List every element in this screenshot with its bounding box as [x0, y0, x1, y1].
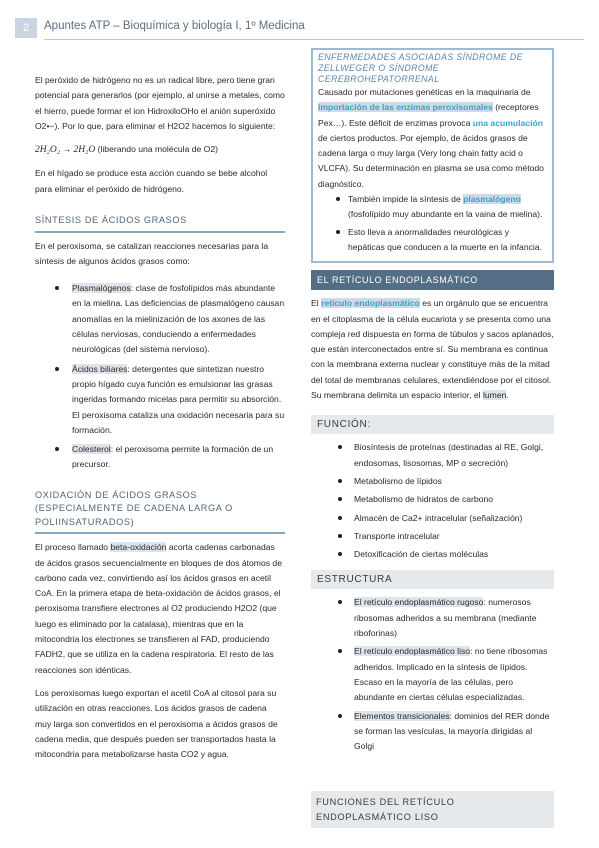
- oxidacion-heading: OXIDACIÓN DE ÁCIDOS GRASOS (ESPECIALMENTE DE CADENA LARGA O POLIINSATURADOS): [35, 489, 285, 535]
- item-text: : clase de fosfolípidos más abundante en la mielina. Las deficiencias de plasmalógeno causan anomalías en la mielinización de los axones de las células nerviosas, conduciendo a enfermedades neurológicas (del sistema nervioso).: [72, 283, 285, 355]
- list-item: Biosíntesis de proteínas (destinadas al RE, Golgi, endosomas, lisosomas, MP o secreción): [311, 440, 554, 471]
- liver-paragraph: En el hígado se produce esta acción cuando se bebe alcohol para eliminar el peróxido de hidrógeno.: [35, 168, 268, 194]
- equation-arrow: →: [62, 144, 72, 155]
- box-paragraph: [318, 85, 547, 192]
- term-highlight: El retículo endoplasmático rugoso: [354, 597, 484, 608]
- re-heading: EL RETÍCULO ENDOPLASMÁTICO: [311, 270, 554, 290]
- text-run: .: [506, 390, 509, 401]
- equation-lhs: 2H₂O₂: [35, 145, 61, 156]
- item-text: : detergentes que sintetizan nuestro propio hígado cuya función es emulsionar las grasas ingeridas formando micelas para permitir su absorción. El peroxisoma cataliza una oxidación necesaria para su formación.: [72, 363, 285, 435]
- list-item: [311, 709, 554, 755]
- sintesis-paragraph: En el peroxisoma, se catalizan reacciones necesarias para la síntesis de algunos ácidos grasos como:: [35, 240, 269, 266]
- oxidacion-paragraph: [35, 540, 285, 678]
- item-text: : numerosos ribosomas adheridos a su membrana (mediante riboforinas): [354, 597, 537, 639]
- page-number: 2: [15, 18, 37, 38]
- item-text: : no tiene ribosomas adheridos. Implicado en la síntesis de lípidos. Escaso en la mayoría de las células, pero abundante en ciertas células especializadas.: [354, 646, 548, 703]
- list-item: [35, 442, 285, 473]
- equation-note: (liberando una molécula de O2): [97, 144, 219, 155]
- term-highlight: El retículo endoplasmático liso: [354, 646, 471, 657]
- text-run: El: [311, 298, 322, 309]
- term-highlight: plasmalógeno: [463, 194, 521, 205]
- term-highlight: una acumulación: [472, 117, 543, 128]
- zellweger-box: [311, 48, 554, 263]
- funcion-heading: FUNCIÓN:: [311, 415, 554, 434]
- term-highlight: importación de las enzimas peroxisomales: [318, 102, 493, 113]
- list-item: [311, 644, 554, 705]
- right-column: [311, 48, 554, 834]
- list-item: Transporte intracelular: [311, 529, 554, 544]
- term-highlight: Plasmalógenos: [72, 283, 131, 294]
- list-item: Almacén de Ca2+ intracelular (señalización): [311, 511, 554, 526]
- text-run: También impide la síntesis de: [348, 194, 464, 205]
- item-text: : dominios del RER donde se forman las vesículas, la mayoría dirigidas al Golgi: [354, 710, 550, 752]
- term-highlight: beta-oxidación: [110, 542, 167, 553]
- list-item: [318, 192, 547, 223]
- item-text: : el peroxisoma permite la formación de un precursor.: [72, 444, 274, 470]
- term-highlight: Ácidos biliares: [72, 363, 128, 374]
- header-divider: [44, 39, 584, 40]
- text-run: El proceso llamado: [35, 542, 111, 553]
- equation-rhs: 2H₂O: [73, 145, 96, 156]
- equation: [35, 142, 285, 158]
- text-run: (receptores Pex…). Este déficit de enzimas provoca: [318, 102, 539, 128]
- text-run: es un orgánulo que se encuentra en el citoplasma de la célula eucariota y se presenta como una compleja red dispuesta en forma de túbulos y sacos aplanados, que están interconectados entre sí. Su membrana es continua con la membrana externa nuclear y constituye más de la mitad del total de membranas celulares, extendiéndose por el citosol. Su membrana delimita un espacio interior, el: [311, 298, 554, 401]
- list-item: [35, 362, 285, 438]
- list-item: Metabolismo de hidratos de carbono: [311, 492, 554, 507]
- text-run: Esto lleva a anormalidades neurológicas y hepáticas que conducen a la muerte en la infancia.: [348, 226, 542, 252]
- funcion-list: [311, 440, 554, 562]
- intro-paragraph: El peróxido de hidrógeno no es un radical libre, pero tiene gran potencial para generarlos (por ejemplo, al unirse a metales, como el hierro, puede formar el ion HidroxiloOHo el anión superóxido O2•−). Por lo que, para eliminar el H2O2 hacemos lo siguiente:: [35, 75, 285, 131]
- page-header: [0, 0, 599, 48]
- list-item: [311, 595, 554, 641]
- re-paragraph: [311, 296, 554, 403]
- sintesis-list: [35, 281, 285, 473]
- list-item: Metabolismo de lípidos: [311, 474, 554, 489]
- text-run: Causado por mutaciones genéticas en la maquinaria de: [318, 87, 531, 97]
- term-highlight: Colesterol: [72, 444, 111, 455]
- list-item: [35, 281, 285, 357]
- peroxisome-export-paragraph: Los peroxisomas luego exportan el acetil CoA al citosol para su utilización en otras reacciones. Los ácidos grasos de cadena muy larga son convertidos en el peroxisoma a ácidos grasos de cadena media, que después pueden ser transportados hasta la mitocondria para metabolizarse hasta CO2 y agua.: [35, 687, 278, 760]
- text-run: de ciertos productos. Por ejemplo, de ácidos grasos de cadena larga o muy larga (Very long chain fatty acid o VLCFA). Su determinación en plasma se usa como método diagnóstico.: [318, 132, 544, 189]
- list-item: [318, 225, 547, 256]
- left-column: [35, 48, 285, 762]
- term-highlight: retículo endoplasmático: [321, 298, 420, 309]
- term-highlight: Elementos transicionales: [354, 710, 450, 721]
- text-run: (fosfolípido muy abundante en la vaina de mielina).: [348, 209, 543, 220]
- box-list: [318, 192, 547, 255]
- estructura-list: [311, 595, 554, 754]
- list-item: Detoxificación de ciertas moléculas: [311, 547, 554, 562]
- funciones-rel-heading: FUNCIONES DEL RETÍCULO ENDOPLASMÁTICO LISO: [311, 791, 554, 828]
- document-title: Apuntes ATP – Bioquímica y biología I, 1º Medicina: [44, 20, 305, 32]
- term-highlight: lumen: [482, 390, 507, 401]
- text-run: acorta cadenas carbonadas de ácidos grasos secuencialmente en bloques de dos átomos de carbono cada vez, convirtiendo así los ácidos grasos en acetil CoA. En la primera etapa de beta-oxidación de ácidos grasos, el peroxisoma transfiere electrones al O2 produciendo H2O2 (que luego es eliminado por la catalasa), mientras que en la mitocondria los electrones se transfieren al FAD, produciendo FADH2, que se utiliza en la cadena respiratoria. El resto de las reacciones son idénticas.: [35, 542, 282, 675]
- estructura-heading: ESTRUCTURA: [311, 570, 554, 589]
- box-title: ENFERMEDADES ASOCIADAS SÍNDROME DE ZELLWEGER O SÍNDROME CEREBROHEPATORRENAL: [318, 52, 523, 84]
- sintesis-heading: SÍNTESIS DE ÁCIDOS GRASOS: [35, 214, 285, 233]
